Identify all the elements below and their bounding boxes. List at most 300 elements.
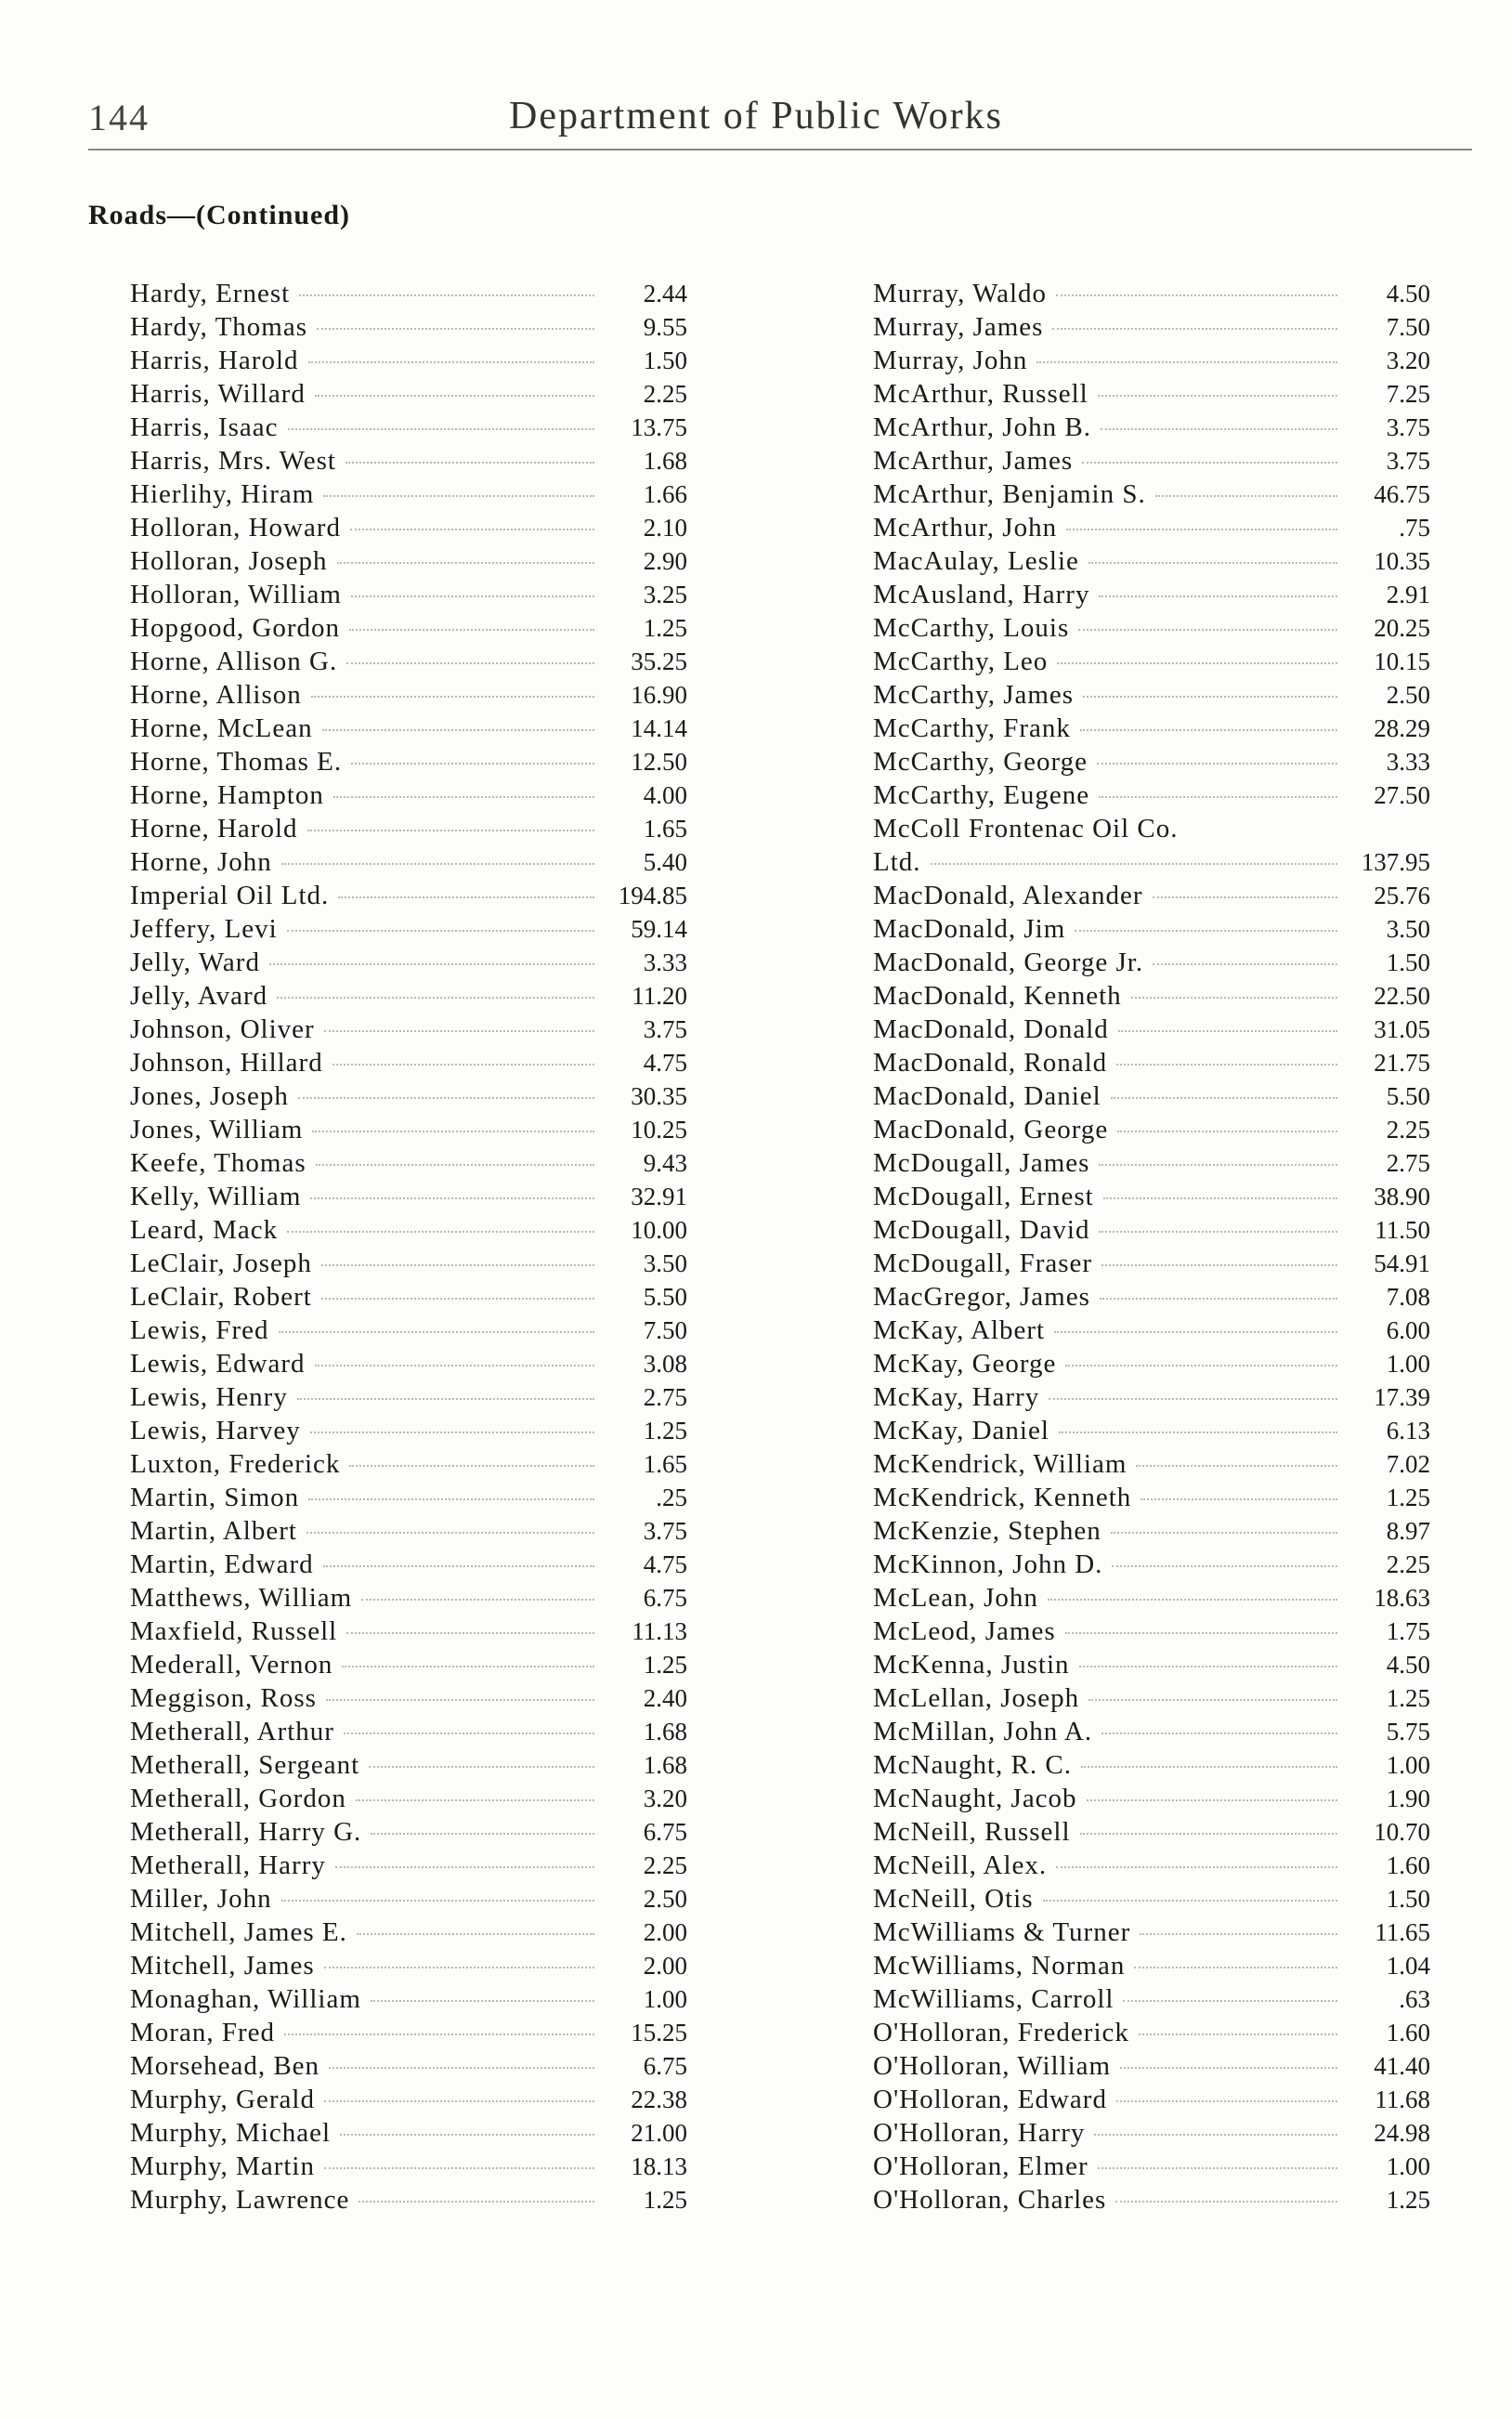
entry-amount: 3.20 (643, 1785, 687, 1812)
entry-amount: 11.50 (1375, 1216, 1430, 1244)
entry-amount: 1.50 (1386, 1885, 1430, 1913)
entry-name: Martin, Simon (130, 1483, 300, 1512)
ledger-entry (130, 444, 687, 477)
entry-name: Martin, Edward (130, 1549, 314, 1579)
entry-name: Lewis, Fred (130, 1315, 269, 1345)
dot-leader (1134, 1967, 1337, 1968)
entry-name: Murray, James (873, 312, 1044, 342)
ledger-entry (873, 310, 1430, 344)
ledger-entry (130, 778, 687, 812)
ledger-entry (130, 1247, 687, 1280)
entry-amount: 11.13 (632, 1617, 687, 1645)
dot-leader (287, 930, 594, 932)
ledger-entry (130, 1615, 687, 1648)
dot-leader (310, 1197, 594, 1199)
entry-name: Moran, Fred (130, 2018, 275, 2047)
entry-name: MacDonald, George (873, 1115, 1109, 1144)
entry-name: Harris, Willard (130, 379, 306, 409)
entry-name: MacDonald, Jim (873, 914, 1066, 944)
entry-amount: 2.75 (643, 1383, 687, 1411)
ledger-entry (873, 1314, 1430, 1347)
entry-name: McKenna, Justin (873, 1650, 1070, 1680)
entry-name: Morsehead, Ben (130, 2051, 320, 2081)
entry-amount: 28.29 (1374, 714, 1430, 742)
entry-name: McLeod, James (873, 1616, 1056, 1646)
dot-leader (349, 1465, 594, 1467)
ledger-entry (130, 1447, 687, 1481)
ledger-entry (873, 1213, 1430, 1247)
entry-name: O'Holloran, Frederick (873, 2018, 1129, 2047)
entry-name: McCarthy, Frank (873, 713, 1071, 743)
entry-amount: 2.40 (643, 1684, 687, 1712)
dot-leader (1056, 294, 1337, 296)
entry-name: Horne, Hampton (130, 780, 324, 810)
entry-name: Horne, Allison (130, 680, 302, 710)
ledger-entry (873, 1447, 1430, 1481)
dot-leader (1116, 1064, 1337, 1066)
dot-leader (1116, 2100, 1337, 2102)
entry-amount: 1.25 (1386, 2186, 1430, 2214)
entry-amount: 7.08 (1386, 1283, 1430, 1311)
ledger-entry (130, 1213, 687, 1247)
dot-leader (1049, 1398, 1337, 1400)
ledger-entry (130, 1180, 687, 1213)
ledger-entry (130, 1079, 687, 1113)
ledger-entry (873, 2016, 1430, 2049)
dot-leader (1101, 1264, 1337, 1266)
ledger-entry (130, 1514, 687, 1548)
entry-amount: 13.75 (631, 413, 687, 441)
entry-name: Murphy, Michael (130, 2118, 332, 2148)
entry-amount: 2.75 (1386, 1149, 1430, 1177)
entry-amount: 5.40 (643, 848, 687, 876)
ledger-entry (130, 678, 687, 712)
entry-name: MacDonald, Daniel (873, 1081, 1101, 1111)
dot-leader (306, 1532, 594, 1534)
ledger-entry (130, 1648, 687, 1681)
entry-name: McKenzie, Stephen (873, 1516, 1101, 1546)
entry-name: McCarthy, Leo (873, 647, 1049, 676)
entry-amount: 2.25 (1386, 1116, 1430, 1144)
ledger-entry (873, 1949, 1430, 1982)
entry-name: McArthur, John (873, 513, 1058, 543)
dot-leader (310, 1432, 594, 1433)
ledger-entry (130, 1815, 687, 1849)
entry-name: Maxfield, Russell (130, 1616, 338, 1646)
entry-name: McNeill, Otis (873, 1884, 1034, 1914)
dot-leader (1153, 896, 1337, 898)
dot-leader (335, 1866, 594, 1868)
entry-amount: 27.50 (1374, 781, 1430, 809)
dot-leader (326, 1699, 594, 1701)
dot-leader (297, 1398, 594, 1400)
dot-leader (324, 1030, 594, 1032)
entry-name: McDougall, David (873, 1215, 1090, 1245)
dot-leader (1088, 562, 1337, 564)
entry-name: McNaught, Jacob (873, 1784, 1077, 1813)
entry-amount: 3.75 (643, 1517, 687, 1545)
ledger-entry (130, 1046, 687, 1079)
entry-name: MacDonald, George Jr. (873, 948, 1144, 977)
entry-amount: 8.97 (1386, 1517, 1430, 1545)
entry-amount: 6.75 (643, 2052, 687, 2080)
entry-name: Lewis, Henry (130, 1382, 288, 1412)
dot-leader (1118, 1030, 1337, 1032)
entry-name: Johnson, Oliver (130, 1014, 315, 1044)
ledger-entry (130, 2183, 687, 2216)
entry-name: MacDonald, Ronald (873, 1048, 1108, 1078)
dot-leader (317, 328, 594, 330)
ledger-entry (130, 645, 687, 678)
entry-amount: 1.00 (1386, 1751, 1430, 1779)
ledger-entry (130, 544, 687, 578)
entry-name: O'Holloran, William (873, 2051, 1112, 2081)
entry-name: Holloran, Joseph (130, 546, 328, 576)
entry-name: McCarthy, Eugene (873, 780, 1090, 810)
ledger-entry (873, 1815, 1430, 1849)
dot-leader (1099, 1231, 1337, 1233)
entry-amount: 31.05 (1374, 1015, 1430, 1043)
ledger-entry (130, 812, 687, 845)
entry-amount: 1.25 (643, 614, 687, 642)
dot-leader (298, 1097, 594, 1099)
entry-amount: 54.91 (1374, 1249, 1430, 1277)
entry-name: Jelly, Ward (130, 948, 260, 977)
dot-leader (312, 1131, 594, 1132)
entry-name: Harris, Isaac (130, 412, 279, 442)
entry-amount: 1.25 (643, 1417, 687, 1445)
entry-amount: 1.25 (643, 1651, 687, 1679)
entry-amount: 1.25 (1386, 1484, 1430, 1511)
ledger-entry (130, 411, 687, 444)
dot-leader (356, 1799, 594, 1801)
entry-amount: .63 (1399, 1985, 1430, 2013)
running-head: Department of Public Works (509, 95, 1003, 137)
dot-leader (321, 1298, 594, 1300)
entry-name: Martin, Albert (130, 1516, 297, 1546)
entry-name: O'Holloran, Charles (873, 2185, 1107, 2215)
ledger-entry (873, 678, 1430, 712)
ledger-entry (873, 879, 1430, 912)
entry-amount: 38.90 (1374, 1183, 1430, 1210)
dot-leader (346, 1632, 594, 1634)
dot-leader (1054, 1331, 1337, 1333)
entry-amount: 10.15 (1374, 647, 1430, 675)
entry-amount: 2.00 (643, 1952, 687, 1980)
entry-name: Jeffery, Levi (130, 914, 278, 944)
ledger-entry (873, 745, 1430, 778)
dot-leader (346, 662, 594, 664)
entry-amount: 3.08 (643, 1350, 687, 1378)
entry-amount: 32.91 (631, 1183, 687, 1210)
ledger-entry (873, 2116, 1430, 2150)
ledger-entry (130, 1748, 687, 1782)
dot-leader (1052, 328, 1337, 330)
ledger-entry (873, 344, 1430, 377)
dot-leader (1079, 1666, 1337, 1667)
entry-amount: 5.75 (1386, 1718, 1430, 1746)
ledger-entry (873, 812, 1430, 845)
dot-leader (1057, 662, 1337, 664)
dot-leader (333, 796, 594, 798)
ledger-entry (130, 1715, 687, 1748)
entry-name: Meggison, Ross (130, 1683, 317, 1713)
dot-leader (307, 830, 594, 831)
entry-amount: 22.38 (631, 2086, 687, 2113)
entry-amount: 10.35 (1374, 547, 1430, 575)
entry-amount: 4.50 (1386, 1651, 1430, 1679)
ledger-entry (873, 578, 1430, 611)
entry-name: Murray, Waldo (873, 279, 1048, 308)
dot-leader (1099, 595, 1337, 597)
entry-amount: 1.04 (1386, 1952, 1430, 1980)
entry-amount: 1.66 (643, 480, 687, 508)
entry-amount: 2.50 (643, 1885, 687, 1913)
dot-leader (1120, 2067, 1337, 2069)
entry-amount: 2.25 (1386, 1550, 1430, 1578)
dot-leader (1111, 1532, 1337, 1534)
entry-amount: 5.50 (1386, 1082, 1430, 1110)
entry-name: McWilliams, Carroll (873, 1984, 1114, 2014)
entry-amount: 25.76 (1374, 882, 1430, 909)
entry-name: Mitchell, James (130, 1951, 315, 1981)
ledger-entry (130, 979, 687, 1013)
dot-leader (351, 763, 594, 765)
dot-leader (361, 1599, 594, 1601)
entry-name: MacDonald, Kenneth (873, 981, 1122, 1011)
entry-amount: 22.50 (1374, 982, 1430, 1010)
dot-leader (1078, 629, 1337, 631)
dot-leader (1088, 1699, 1337, 1701)
ledger-entry (130, 1681, 687, 1715)
entry-amount: 1.65 (643, 1450, 687, 1478)
ledger-entry (130, 1380, 687, 1414)
entry-amount: 10.70 (1374, 1818, 1430, 1846)
entry-name: Murphy, Lawrence (130, 2185, 350, 2215)
dot-leader (1059, 1432, 1337, 1433)
entry-name: McKay, George (873, 1349, 1057, 1379)
entry-amount: 2.44 (643, 280, 687, 307)
dot-leader (1099, 796, 1337, 798)
ledger-entry (130, 1882, 687, 1916)
entry-name: McLean, John (873, 1583, 1038, 1613)
entry-name: Metherall, Harry (130, 1850, 326, 1880)
ledger-entry (873, 1782, 1430, 1815)
ledger-entry (873, 712, 1430, 745)
dot-leader (1083, 696, 1337, 698)
entry-amount: 1.25 (643, 2186, 687, 2214)
entry-amount: 137.95 (1361, 848, 1430, 876)
dot-leader (349, 629, 594, 631)
dot-leader (1123, 2000, 1337, 2002)
entry-amount: 21.00 (631, 2119, 687, 2147)
entry-name: McWilliams & Turner (873, 1917, 1131, 1947)
header-rule (88, 149, 1472, 150)
dot-leader (279, 1331, 594, 1333)
dot-leader (1141, 1498, 1337, 1500)
dot-leader (308, 1498, 594, 1500)
entry-name: Johnson, Hillard (130, 1048, 323, 1078)
entry-amount: 1.60 (1386, 1851, 1430, 1879)
entry-amount: 6.13 (1386, 1417, 1430, 1445)
ledger-entry (873, 946, 1430, 979)
dot-leader (1098, 2167, 1337, 2169)
entry-name: Kelly, William (130, 1182, 302, 1211)
ledger-entry (130, 1013, 687, 1046)
ledger-entry (873, 645, 1430, 678)
ledger-entry (873, 444, 1430, 477)
ledger-entry (873, 778, 1430, 812)
dot-leader (299, 294, 594, 296)
ledger-entry (873, 1247, 1430, 1280)
ledger-entry (130, 1949, 687, 1982)
entry-name: Matthews, William (130, 1583, 353, 1613)
ledger-entry (130, 745, 687, 778)
page-header (0, 88, 1512, 144)
dot-leader (371, 2000, 594, 2002)
ledger-entry (873, 477, 1430, 511)
entry-name: Metherall, Harry G. (130, 1817, 362, 1847)
dot-leader (288, 428, 594, 430)
entry-name: MacDonald, Alexander (873, 881, 1143, 910)
entry-name: Metherall, Arthur (130, 1717, 334, 1746)
ledger-entry (130, 1146, 687, 1180)
entry-amount: 2.90 (643, 547, 687, 575)
ledger-entry (130, 511, 687, 544)
ledger-entry (130, 310, 687, 344)
dot-leader (1065, 1365, 1337, 1366)
entry-name: Horne, Thomas E. (130, 747, 343, 777)
ledger-entry (873, 611, 1430, 645)
ledger-entry (873, 1715, 1430, 1748)
entry-amount: 30.35 (631, 1082, 687, 1110)
dot-leader (340, 2134, 594, 2136)
entry-amount: 194.85 (618, 882, 687, 909)
dot-leader (931, 863, 1337, 865)
entry-amount: 1.68 (643, 1751, 687, 1779)
entry-amount: 20.25 (1374, 614, 1430, 642)
ledger-entry (873, 845, 1430, 879)
ledger-entry (130, 1916, 687, 1949)
dot-leader (1103, 1197, 1337, 1199)
dot-leader (308, 361, 594, 363)
dot-leader (1082, 462, 1337, 464)
entry-name: McNeill, Russell (873, 1817, 1071, 1847)
entry-name: Imperial Oil Ltd. (130, 881, 330, 910)
entry-amount: 4.75 (643, 1550, 687, 1578)
entry-name: Horne, John (130, 847, 272, 877)
dot-leader (1036, 361, 1337, 363)
ledger-entry (130, 1581, 687, 1615)
entry-name: Hardy, Ernest (130, 279, 291, 308)
entry-name: Harris, Harold (130, 346, 299, 375)
entry-amount: 3.75 (1386, 447, 1430, 475)
ledger-entry (130, 912, 687, 946)
entry-amount: 17.39 (1374, 1383, 1430, 1411)
entry-name: Jones, William (130, 1115, 304, 1144)
entry-name: Leard, Mack (130, 1215, 279, 1245)
entry-name: McArthur, Benjamin S. (873, 479, 1146, 509)
dot-leader (1048, 1599, 1337, 1601)
entry-name: McDougall, Ernest (873, 1182, 1094, 1211)
entry-name: McKendrick, Kenneth (873, 1483, 1132, 1512)
ledger-entry (873, 1347, 1430, 1380)
entry-amount: 9.43 (643, 1149, 687, 1177)
entry-amount: 11.68 (1375, 2086, 1430, 2113)
entry-amount: 1.50 (1386, 948, 1430, 976)
ledger-entry (130, 611, 687, 645)
ledger-entry (873, 2150, 1430, 2183)
entry-name: McAusland, Harry (873, 580, 1090, 609)
ledger-entry (130, 2150, 687, 2183)
dot-leader (281, 1900, 594, 1902)
entry-amount: 7.50 (643, 1316, 687, 1344)
entry-name: LeClair, Robert (130, 1282, 312, 1312)
ledger-entry (873, 277, 1430, 310)
entry-amount: 1.68 (643, 1718, 687, 1746)
ledger-entry (130, 2083, 687, 2116)
dot-leader (321, 1264, 594, 1266)
ledger-entry (873, 2183, 1430, 2216)
ledger-entry (873, 979, 1430, 1013)
entry-amount: 4.00 (643, 781, 687, 809)
ledger-entry (873, 2049, 1430, 2083)
ledger-entry (873, 1548, 1430, 1581)
entry-name: McKay, Harry (873, 1382, 1040, 1412)
ledger-entry (873, 1414, 1430, 1447)
entry-name: O'Holloran, Edward (873, 2085, 1107, 2114)
dot-leader (351, 595, 594, 597)
entry-amount: 14.14 (631, 714, 687, 742)
dot-leader (1136, 1465, 1337, 1467)
entry-name: Harris, Mrs. West (130, 446, 336, 476)
entry-name: O'Holloran, Elmer (873, 2151, 1088, 2181)
entry-name: McCarthy, Louis (873, 613, 1070, 643)
entry-name: Metherall, Sergeant (130, 1750, 360, 1780)
entry-amount: 10.00 (631, 1216, 687, 1244)
dot-leader (1043, 1900, 1338, 1902)
entry-name: Ltd. (873, 847, 921, 877)
dot-leader (1153, 963, 1337, 965)
ledger-entry (130, 1548, 687, 1581)
dot-leader (269, 963, 594, 965)
dot-leader (287, 1231, 594, 1233)
dot-leader (332, 1064, 594, 1066)
dot-leader (1101, 428, 1337, 430)
dot-leader (1131, 997, 1337, 999)
entry-name: McKay, Albert (873, 1315, 1046, 1345)
ledger-entry (873, 1113, 1430, 1146)
entry-amount: 1.75 (1386, 1617, 1430, 1645)
entry-amount: 3.25 (643, 581, 687, 608)
dot-leader (1066, 529, 1337, 530)
dot-leader (1117, 1131, 1337, 1132)
ledger-entry (130, 578, 687, 611)
dot-leader (1098, 395, 1337, 397)
ledger-entry (130, 377, 687, 411)
dot-leader (342, 1666, 594, 1667)
page-number: 144 (88, 97, 150, 138)
ledger-entry (873, 1748, 1430, 1782)
entry-name: McCarthy, James (873, 680, 1075, 710)
entry-amount: 7.25 (1386, 380, 1430, 408)
dot-leader (323, 1565, 594, 1567)
dot-leader (338, 896, 594, 898)
entry-amount: 41.40 (1374, 2052, 1430, 2080)
entry-name: Holloran, Howard (130, 513, 342, 543)
dot-leader (1139, 2033, 1337, 2035)
entry-amount: 1.90 (1386, 1785, 1430, 1812)
